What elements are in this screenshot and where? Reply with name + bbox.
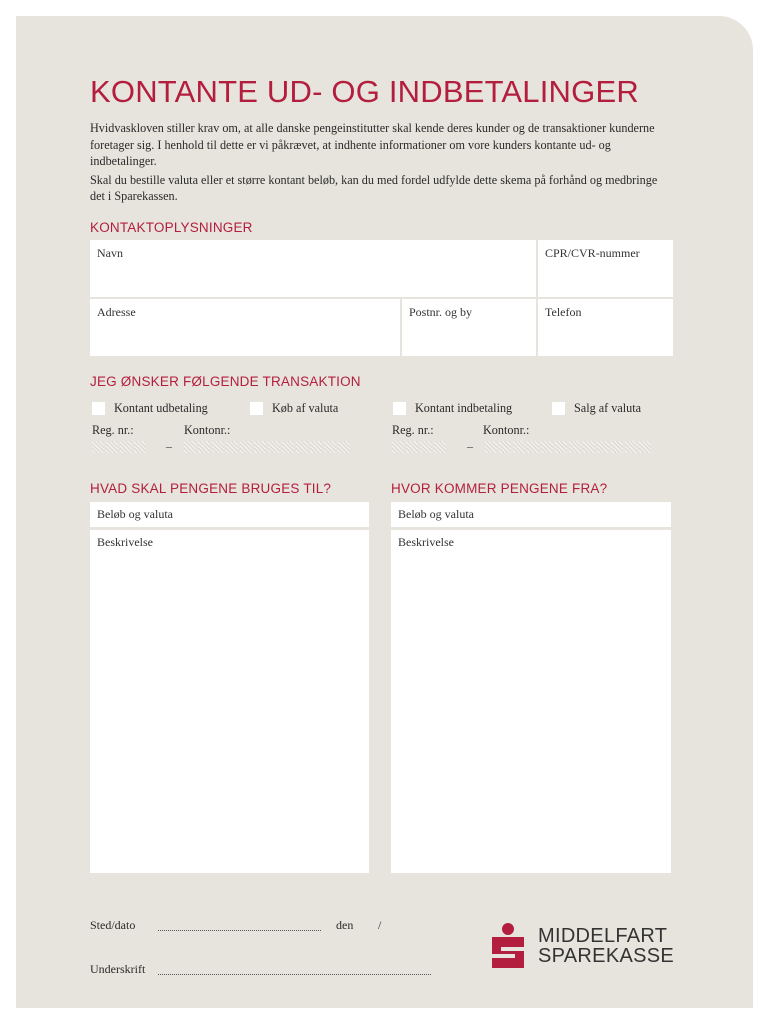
checkbox[interactable] (92, 402, 105, 415)
digit-box[interactable] (527, 441, 539, 453)
source-amount-label: Beløb og valuta (398, 507, 474, 521)
intro-text (90, 120, 660, 207)
sparekasse-s-icon (488, 922, 528, 970)
option-label: Kontant udbetaling (114, 401, 208, 415)
source-amount-field[interactable] (391, 502, 671, 527)
digit-box[interactable] (240, 441, 252, 453)
address-field[interactable] (90, 299, 400, 356)
den-label: den (336, 918, 354, 932)
source-description-label: Beskrivelse (398, 535, 454, 549)
digit-box[interactable] (499, 441, 511, 453)
digit-box[interactable] (583, 441, 595, 453)
reg-number-input-left[interactable] (92, 441, 148, 453)
digit-box[interactable] (268, 441, 280, 453)
signature-line[interactable] (158, 974, 431, 975)
digit-box[interactable] (485, 441, 497, 453)
phone-label: Telefon (545, 305, 582, 319)
page-title: KONTANTE UD- OG INDBETALINGER (90, 74, 639, 109)
intro-paragraph-1: Hvidvaskloven stiller krav om, at alle danske pengeinstitutter skal kende deres kunder og de transaktioner kunderne foretager sig. I henhold til dette er vi påkrævet, at indhente informationer om vore kunders kontante ud- og indbetalinger. (90, 121, 655, 168)
use-description-field[interactable] (90, 530, 369, 873)
digit-box[interactable] (434, 441, 446, 453)
digit-box[interactable] (282, 441, 294, 453)
place-date-label: Sted/dato (90, 918, 136, 932)
option-cash-withdrawal[interactable] (92, 401, 208, 416)
digit-box[interactable] (611, 441, 623, 453)
name-label: Navn (97, 246, 123, 260)
reg-number-input-right[interactable] (392, 441, 448, 453)
digit-box[interactable] (226, 441, 238, 453)
use-heading: HVAD SKAL PENGENE BRUGES TIL? (90, 481, 332, 496)
bank-name-line2: SPAREKASSE (538, 945, 675, 967)
signature-label: Underskrift (90, 962, 146, 976)
digit-box[interactable] (310, 441, 322, 453)
checkbox[interactable] (393, 402, 406, 415)
digit-box[interactable] (555, 441, 567, 453)
account-label-right: Kontonr.: (483, 423, 530, 437)
account-label-left: Kontonr.: (184, 423, 231, 437)
source-heading: HVOR KOMMER PENGENE FRA? (391, 481, 608, 496)
option-sell-currency[interactable] (552, 401, 641, 416)
use-amount-label: Beløb og valuta (97, 507, 173, 521)
bank-logo (488, 922, 674, 970)
option-cash-deposit[interactable] (393, 401, 512, 416)
use-amount-field[interactable] (90, 502, 369, 527)
digit-box[interactable] (92, 441, 104, 453)
digit-box[interactable] (338, 441, 350, 453)
bank-name-line1: MIDDELFART (538, 925, 668, 947)
account-number-input-left[interactable] (184, 441, 352, 453)
reg-label-right: Reg. nr.: (392, 423, 434, 437)
separator-dash: – (166, 439, 172, 453)
digit-box[interactable] (420, 441, 432, 453)
option-label: Køb af valuta (272, 401, 339, 415)
digit-box[interactable] (198, 441, 210, 453)
digit-box[interactable] (406, 441, 418, 453)
option-label: Salg af valuta (574, 401, 642, 415)
digit-box[interactable] (392, 441, 404, 453)
digit-box[interactable] (541, 441, 553, 453)
name-field[interactable] (90, 240, 536, 297)
postal-label: Postnr. og by (409, 305, 473, 319)
account-number-input-right[interactable] (485, 441, 653, 453)
digit-box[interactable] (296, 441, 308, 453)
digit-box[interactable] (639, 441, 651, 453)
transaction-heading: JEG ØNSKER FØLGENDE TRANSAKTION (90, 374, 361, 389)
phone-field[interactable] (538, 299, 673, 356)
checkbox[interactable] (250, 402, 263, 415)
digit-box[interactable] (513, 441, 525, 453)
digit-box[interactable] (569, 441, 581, 453)
option-label: Kontant indbetaling (415, 401, 513, 415)
checkbox[interactable] (552, 402, 565, 415)
separator-dash: – (467, 439, 473, 453)
digit-box[interactable] (625, 441, 637, 453)
cpr-field[interactable] (538, 240, 673, 297)
digit-box[interactable] (134, 441, 146, 453)
digit-box[interactable] (184, 441, 196, 453)
address-label: Adresse (97, 305, 136, 319)
digit-box[interactable] (106, 441, 118, 453)
digit-box[interactable] (254, 441, 266, 453)
digit-box[interactable] (324, 441, 336, 453)
contact-heading: KONTAKTOPLYSNINGER (90, 220, 253, 235)
bank-name (538, 926, 674, 966)
date-slash: / (378, 918, 382, 932)
digit-box[interactable] (212, 441, 224, 453)
postal-field[interactable] (402, 299, 536, 356)
cpr-label: CPR/CVR-nummer (545, 246, 640, 260)
use-description-label: Beskrivelse (97, 535, 153, 549)
digit-box[interactable] (120, 441, 132, 453)
reg-label-left: Reg. nr.: (92, 423, 134, 437)
digit-box[interactable] (597, 441, 609, 453)
intro-paragraph-2: Skal du bestille valuta eller et større kontant beløb, kan du med fordel udfylde dette skema på forhånd og medbringe det i Sparekassen. (90, 172, 658, 203)
place-date-line[interactable] (158, 930, 321, 931)
option-buy-currency[interactable] (250, 401, 338, 416)
source-description-field[interactable] (391, 530, 671, 873)
